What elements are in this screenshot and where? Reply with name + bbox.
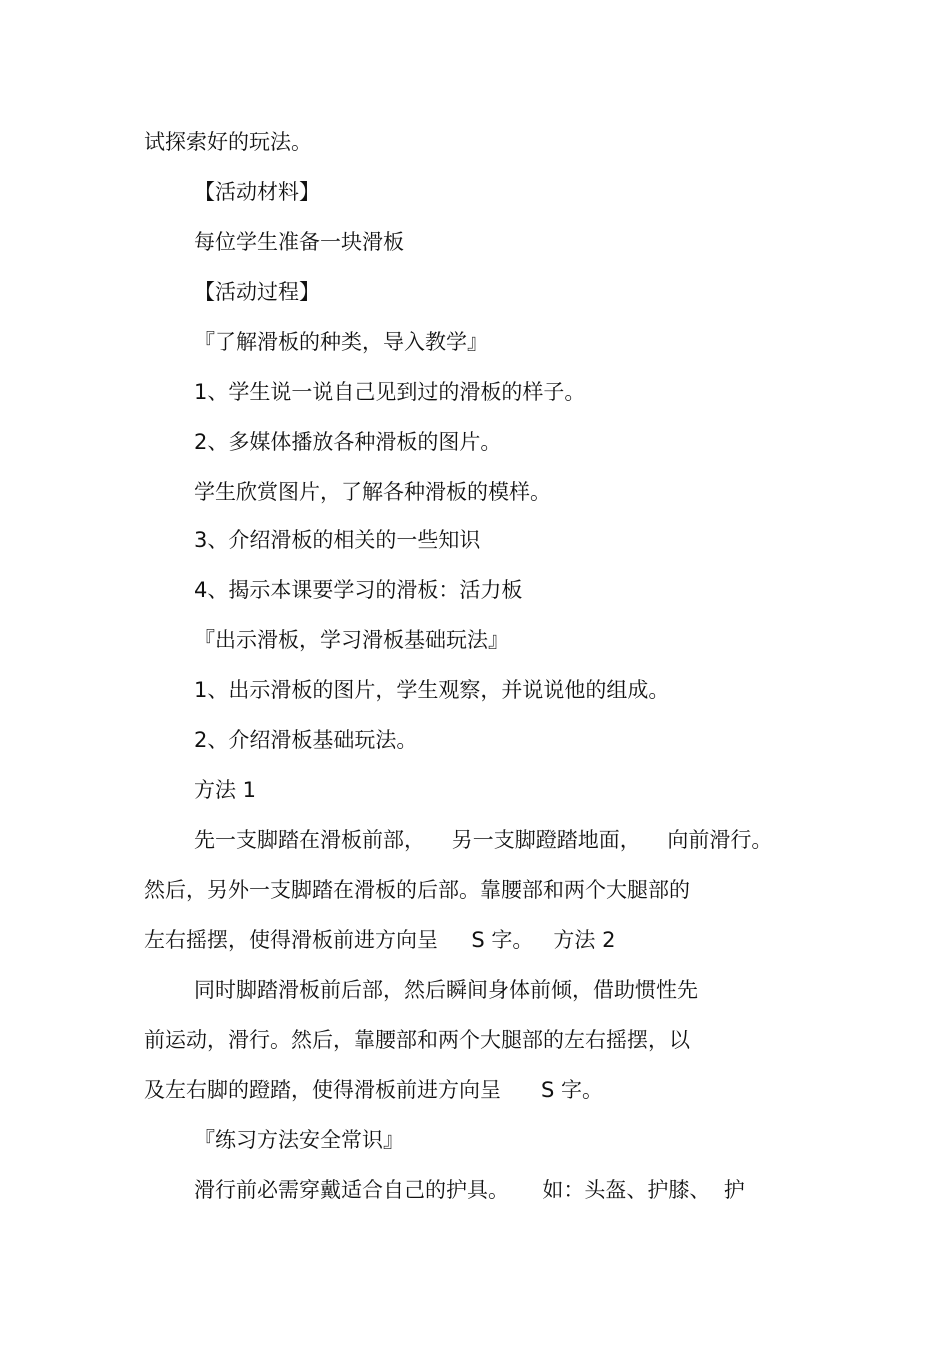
- text-line: 前运动，滑行。然后，靠腰部和两个大腿部的左右摇摆，以: [144, 1028, 690, 1052]
- subsection-heading: 『出示滑板，学习滑板基础玩法』: [194, 628, 509, 652]
- text-line: 先一支脚踏在滑板前部， 另一支脚蹬踏地面， 向前滑行。: [194, 828, 773, 852]
- text-line: 学生欣赏图片，了解各种滑板的模样。: [194, 480, 551, 504]
- text-line: 试探索好的玩法。: [144, 130, 312, 154]
- text-line: 1、出示滑板的图片，学生观察，并说说他的组成。: [194, 678, 670, 702]
- text-line: 每位学生准备一块滑板: [194, 230, 404, 254]
- subsection-heading: 『了解滑板的种类，导入教学』: [194, 330, 488, 354]
- text-line: 然后，另外一支脚踏在滑板的后部。靠腰部和两个大腿部的: [144, 878, 690, 902]
- text-line: 2、介绍滑板基础玩法。: [194, 728, 418, 752]
- text-line: 1、学生说一说自己见到过的滑板的样子。: [194, 380, 586, 404]
- text-line: 同时脚踏滑板前后部，然后瞬间身体前倾，借助惯性先: [194, 978, 698, 1002]
- text-line: 4、揭示本课要学习的滑板：活力板: [194, 578, 523, 602]
- subsection-heading: 『练习方法安全常识』: [194, 1128, 404, 1152]
- text-line: 3、介绍滑板的相关的一些知识: [194, 528, 481, 552]
- text-line: 左右摇摆，使得滑板前进方向呈 S 字。 方法 2: [144, 928, 616, 952]
- section-heading-process: 【活动过程】: [194, 280, 320, 304]
- text-line: 滑行前必需穿戴适合自己的护具。 如：头盔、护膝、 护: [194, 1178, 745, 1202]
- text-line: 2、多媒体播放各种滑板的图片。: [194, 430, 502, 454]
- section-heading-materials: 【活动材料】: [194, 180, 320, 204]
- text-line: 及左右脚的蹬踏，使得滑板前进方向呈 S 字。: [144, 1078, 604, 1102]
- text-line: 方法 1: [194, 778, 257, 802]
